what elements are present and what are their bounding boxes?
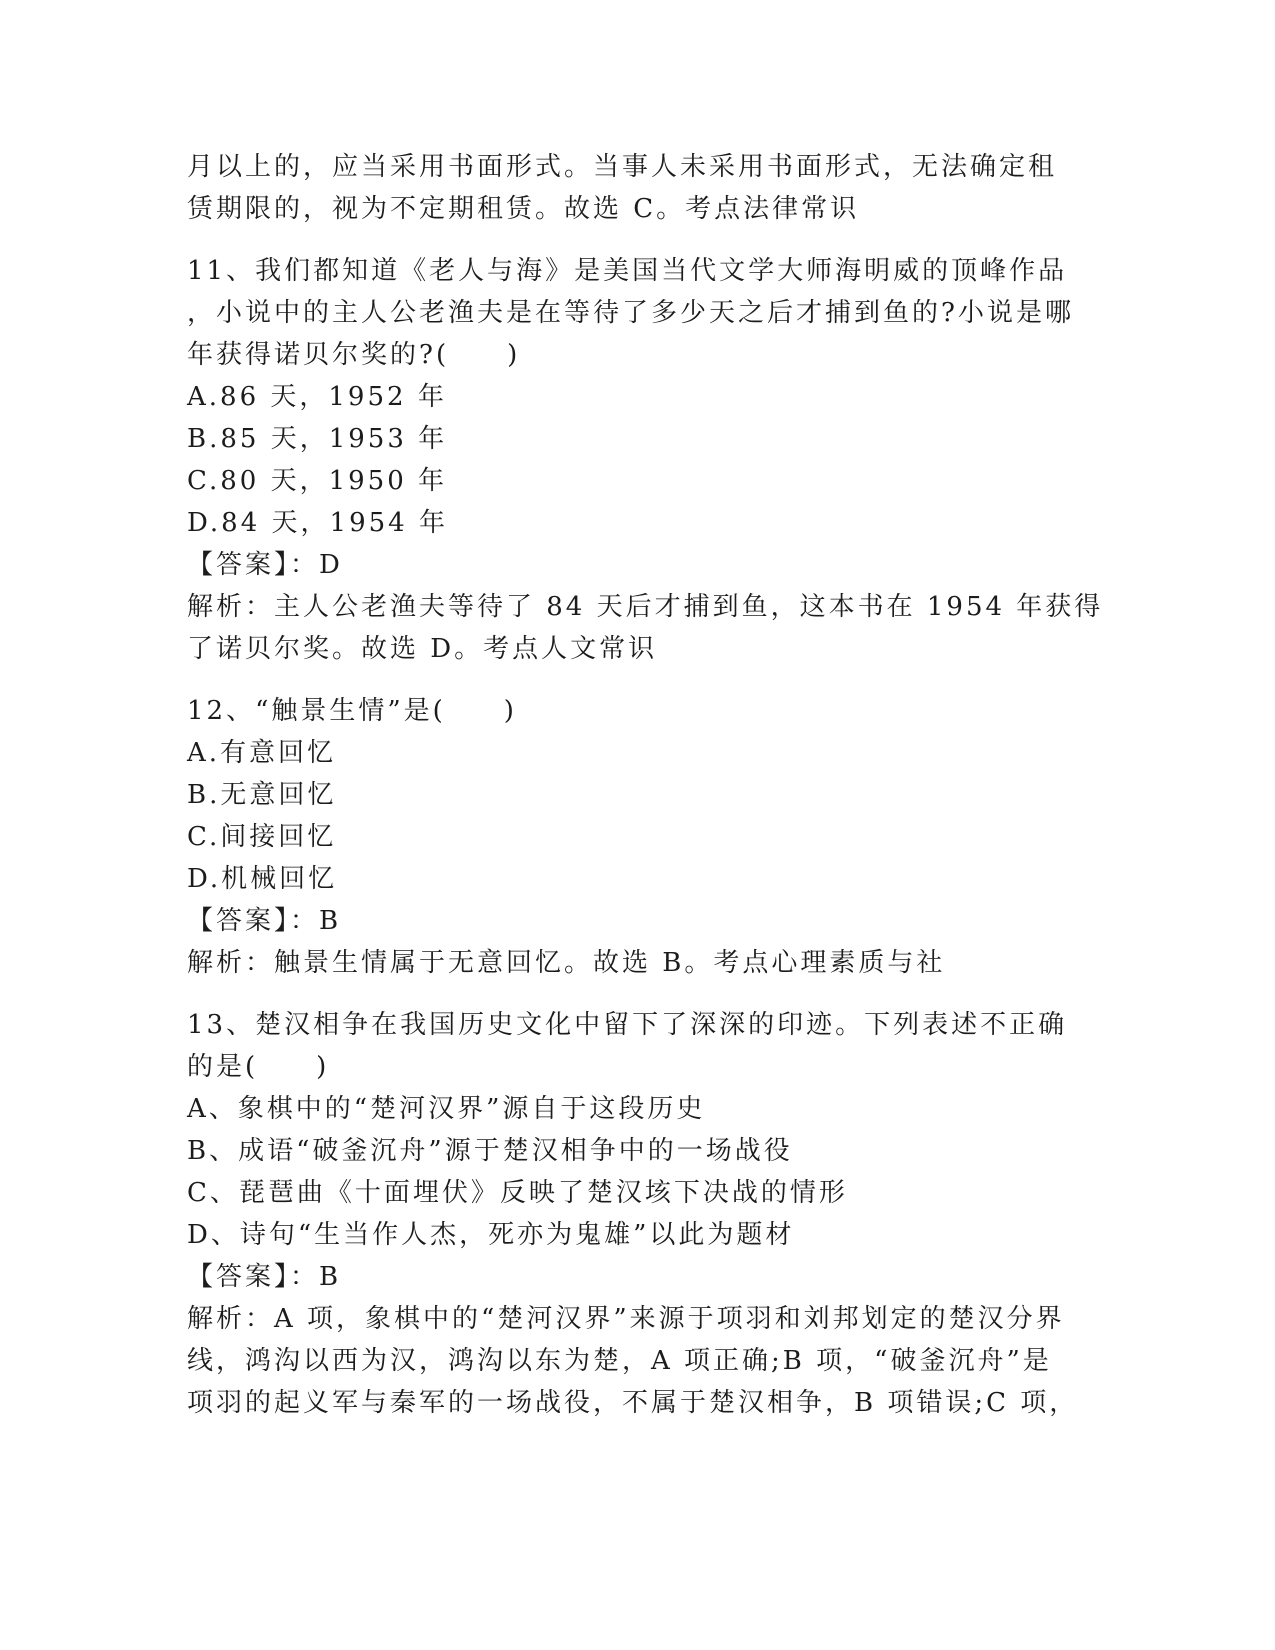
question-11-option-a: A.86 天，1952 年 — [187, 382, 447, 412]
question-12-option-a: A.有意回忆 — [187, 738, 337, 768]
question-12-answer: 【答案】：B — [187, 906, 342, 936]
question-11-option-d: D.84 天，1954 年 — [187, 508, 448, 538]
question-13-option-c: C、琵琶曲《十面埋伏》反映了楚汉垓下决战的情形 — [187, 1178, 848, 1208]
question-12-option-c: C.间接回忆 — [187, 822, 337, 852]
question-13-analysis: 线，鸿沟以西为汉，鸿沟以东为楚，A 项正确;B 项，“破釜沉舟”是 — [187, 1346, 1052, 1376]
question-11-option-c: C.80 天，1950 年 — [187, 466, 448, 496]
question-11-stem: 11、我们都知道《老人与海》是美国当代文学大师海明威的顶峰作品 — [187, 256, 1068, 286]
intro-line: 月以上的，应当采用书面形式。当事人未采用书面形式，无法确定租 — [187, 152, 1058, 182]
question-13-stem: 13、楚汉相争在我国历史文化中留下了深深的印迹。下列表述不正确 — [187, 1010, 1068, 1040]
intro-line: 赁期限的，视为不定期租赁。故选 C。考点法律常识 — [187, 194, 860, 224]
question-11-analysis: 了诺贝尔奖。故选 D。考点人文常识 — [187, 634, 658, 664]
question-12-stem: 12、“触景生情”是( ) — [187, 696, 517, 726]
question-13-option-d: D、诗句“生当作人杰，死亦为鬼雄”以此为题材 — [187, 1220, 795, 1250]
question-13-option-a: A、象棋中的“楚河汉界”源自于这段历史 — [187, 1094, 706, 1124]
question-11-stem: 年获得诺贝尔奖的?( ) — [187, 340, 521, 370]
question-13-option-b: B、成语“破釜沉舟”源于楚汉相争中的一场战役 — [187, 1136, 793, 1166]
question-13-stem: 的是( ) — [187, 1052, 330, 1082]
question-13-analysis: 解析：A 项，象棋中的“楚河汉界”来源于项羽和刘邦划定的楚汉分界 — [187, 1304, 1065, 1334]
question-11-answer: 【答案】：D — [187, 550, 343, 580]
question-11-stem: ，小说中的主人公老渔夫是在等待了多少天之后才捕到鱼的?小说是哪 — [187, 298, 1074, 328]
question-12-option-b: B.无意回忆 — [187, 780, 337, 810]
question-11-analysis: 解析：主人公老渔夫等待了 84 天后才捕到鱼，这本书在 1954 年获得 — [187, 592, 1104, 622]
question-13-answer: 【答案】：B — [187, 1262, 342, 1292]
question-11-option-b: B.85 天，1953 年 — [187, 424, 448, 454]
question-13-analysis: 项羽的起义军与秦军的一场战役，不属于楚汉相争，B 项错误;C 项， — [187, 1388, 1079, 1418]
question-12-analysis: 解析：触景生情属于无意回忆。故选 B。考点心理素质与社 — [187, 948, 946, 978]
question-12-option-d: D.机械回忆 — [187, 864, 338, 894]
